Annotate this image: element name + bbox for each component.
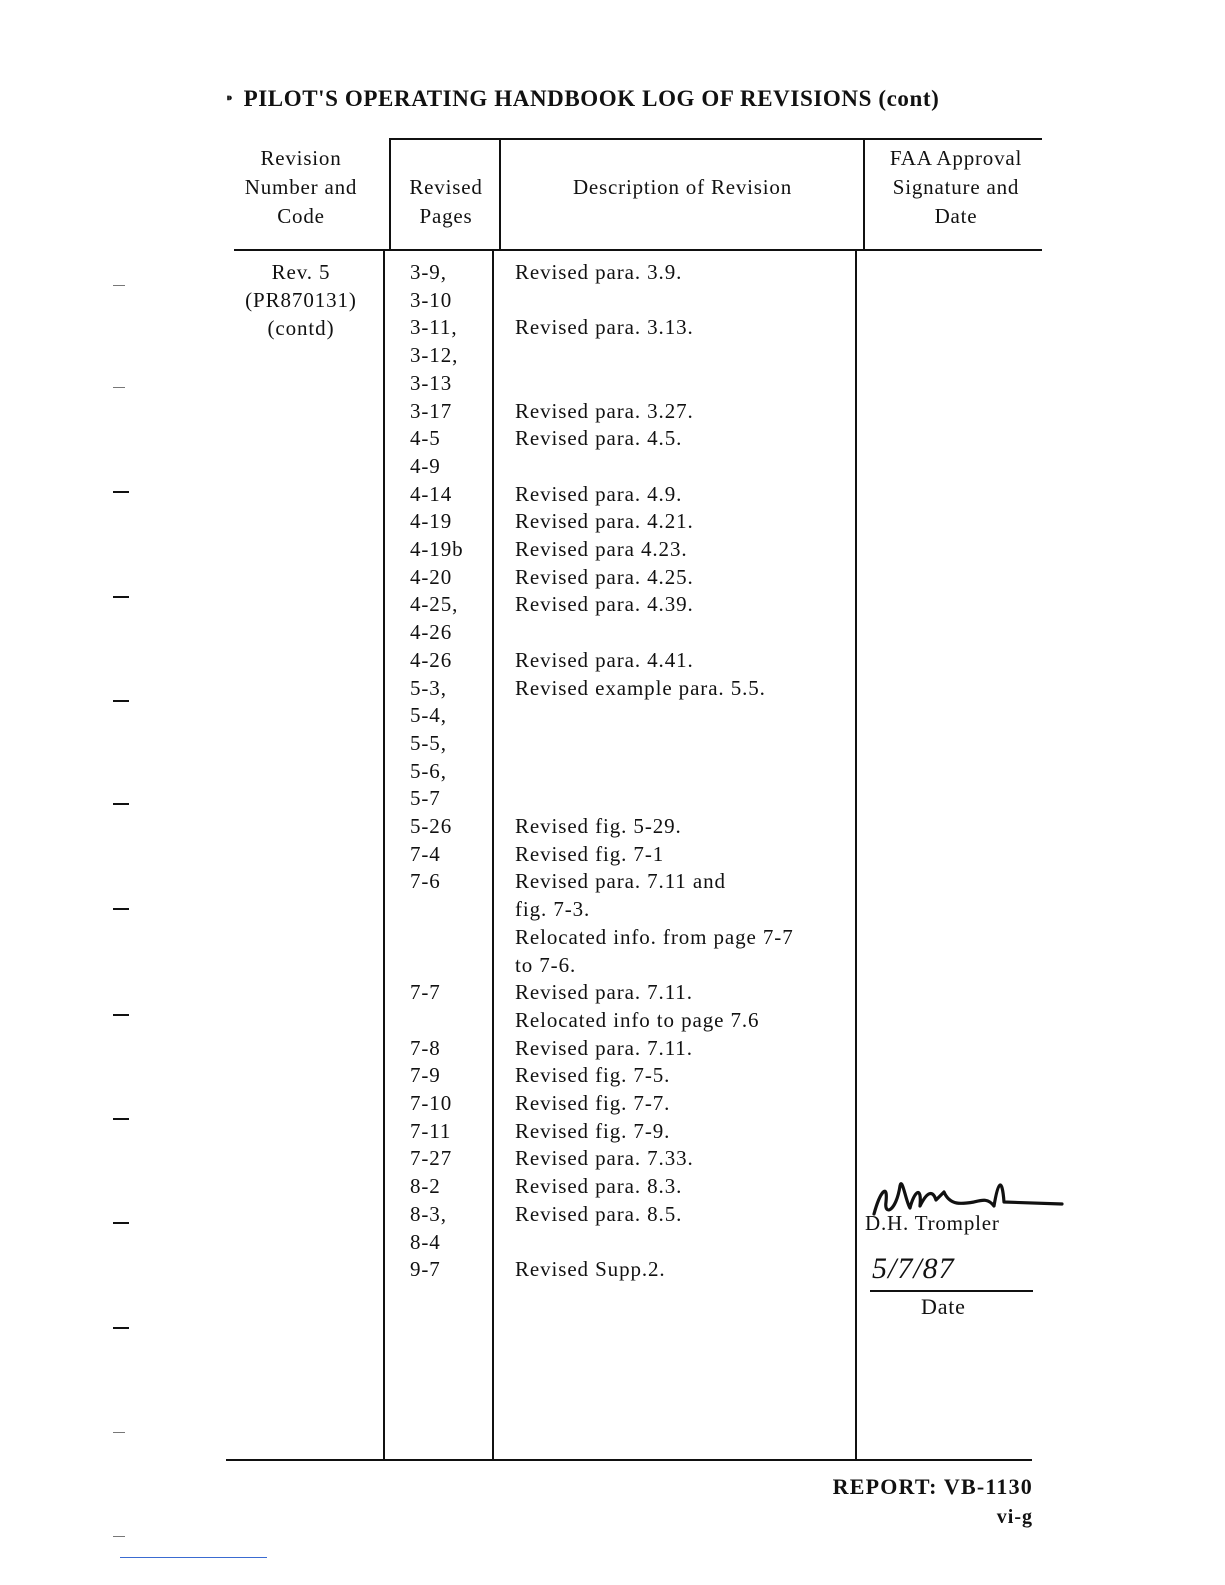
description-cell: Revised para. 7.11. [515,980,693,1004]
margin-mark [113,1118,129,1120]
margin-mark [113,803,129,805]
report-number: REPORT: VB-1130 [832,1474,1033,1499]
approval-date-underline [870,1290,1033,1292]
description-cell: Revised fig. 7-9. [515,1119,671,1143]
column-divider-3-body [855,249,857,1461]
table-bottom-rule [226,1459,1032,1461]
description-cell: Revised para. 3.13. [515,315,694,339]
revised-page-cell: 4-19b [410,537,464,561]
margin-mark [113,491,129,493]
revised-page-cell: 4-25, [410,592,459,616]
description-cell: Revised para. 4.41. [515,648,694,672]
column-divider-3 [863,138,865,251]
revised-page-cell: 7-11 [410,1119,452,1143]
revised-page-cell: 5-4, [410,703,447,727]
revised-page-cell: 4-19 [410,509,453,533]
column-divider-1 [389,138,391,251]
margin-mark [113,700,129,702]
margin-mark [113,285,125,286]
margin-mark [113,387,125,388]
description-cell: fig. 7-3. [515,897,591,921]
description-cell: to 7-6. [515,953,577,977]
margin-mark [113,1222,129,1224]
description-cell: Revised fig. 7-5. [515,1063,671,1087]
description-cell: Revised fig. 7-7. [515,1091,671,1115]
revised-page-cell: 7-7 [410,980,441,1004]
margin-mark [113,596,129,598]
revised-page-cell: 7-9 [410,1063,441,1087]
revised-page-cell: 3-11, [410,315,458,339]
description-cell: Revised Supp.2. [515,1257,666,1281]
revised-page-cell: 4-5 [410,426,441,450]
description-cell: Revised para. 4.21. [515,509,694,533]
description-cell: Revised para. 7.33. [515,1146,694,1170]
margin-mark [113,1327,129,1329]
approval-date: 5/7/87 [872,1252,955,1285]
description-cell: Revised para. 4.5. [515,426,683,450]
revised-page-cell: 5-7 [410,786,441,810]
revised-page-cell: 9-7 [410,1257,441,1281]
revision-number: Rev. 5 [271,260,331,284]
revision-code-block [226,258,376,342]
revised-page-cell: 7-10 [410,1091,453,1115]
header-pages: Revised Pages [409,175,483,228]
description-cell: Relocated info to page 7.6 [515,1008,760,1032]
description-cell: Revised example para. 5.5. [515,676,766,700]
revised-page-cell: 3-12, [410,343,459,367]
description-cell: Revised para. 4.9. [515,482,683,506]
revision-contd: (contd) [267,316,335,340]
revised-page-cell: 5-6, [410,759,447,783]
margin-mark [113,908,129,910]
approver-name: D.H. Trompler [865,1211,1000,1235]
revised-page-cell: 3-13 [410,371,453,395]
revised-page-cell: 7-8 [410,1036,441,1060]
column-divider-2-body [492,249,494,1461]
revised-page-cell: 8-3, [410,1202,447,1226]
description-cell: Relocated info. from page 7-7 [515,925,794,949]
revised-page-cell: 4-26 [410,648,453,672]
description-cell: Revised para. 3.9. [515,260,683,284]
revision-code: (PR870131) [245,288,357,312]
page-number: vi-g [996,1506,1033,1528]
description-cell: Revised para. 7.11 and [515,869,726,893]
margin-mark [113,1536,125,1537]
description-cell: Revised para 4.23. [515,537,688,561]
revised-page-cell: 8-2 [410,1174,441,1198]
header-bottom-rule [234,249,1042,251]
column-divider-2 [499,138,501,251]
approval-date-label: Date [921,1294,966,1319]
bottom-edge-line [120,1557,267,1558]
table-top-rule [390,138,1042,140]
column-divider-1-body [383,249,385,1461]
description-cell: Revised para. 4.25. [515,565,694,589]
title-text: PILOT'S OPERATING HANDBOOK LOG OF REVISIONS (cont) [243,86,940,111]
margin-mark [113,1014,129,1016]
revised-page-cell: 3-17 [410,399,453,423]
revised-page-cell: 4-14 [410,482,453,506]
title-mark: ⁍ [226,92,234,107]
revised-page-cell: 4-9 [410,454,441,478]
description-cell: Revised para. 4.39. [515,592,694,616]
header-approval: FAA Approval Signature and Date [889,146,1023,228]
revised-page-cell: 5-26 [410,814,453,838]
revised-page-cell: 5-5, [410,731,447,755]
page-title [226,86,1046,112]
description-cell: Revised para. 3.27. [515,399,694,423]
margin-mark [113,1432,125,1433]
revised-page-cell: 7-27 [410,1146,453,1170]
revised-page-cell: 3-9, [410,260,447,284]
revised-page-cell: 4-20 [410,565,453,589]
revised-page-cell: 5-3, [410,676,447,700]
revised-page-cell: 3-10 [410,288,453,312]
description-cell: Revised fig. 7-1 [515,842,665,866]
revised-page-cell: 8-4 [410,1230,441,1254]
description-cell: Revised para. 8.5. [515,1202,683,1226]
description-cell: Revised para. 8.3. [515,1174,683,1198]
description-cell: Revised para. 7.11. [515,1036,693,1060]
revised-page-cell: 4-26 [410,620,453,644]
header-description: Description of Revision [572,175,793,199]
description-cell: Revised fig. 5-29. [515,814,682,838]
revised-page-cell: 7-6 [410,869,441,893]
header-revision: Revision Number and Code [244,146,358,228]
revised-page-cell: 7-4 [410,842,441,866]
